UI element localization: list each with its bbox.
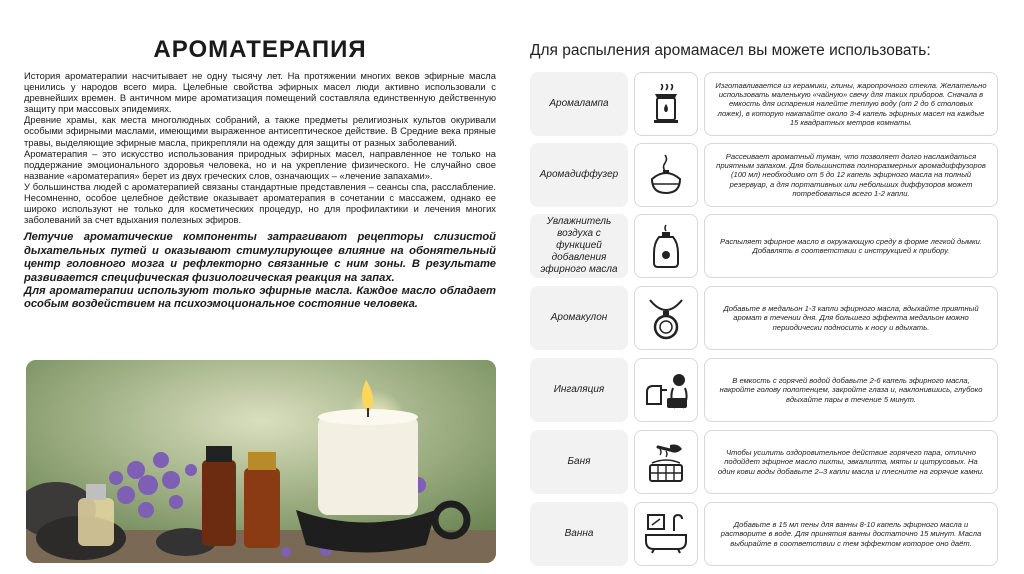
method-name: Аромалампа: [530, 72, 628, 136]
method-description: Рассеивает ароматный туман, что позволяет долго наслаждаться приятным запахом. Для большинства полноразмерных аромадиффузоров (100 мл) необходимо от 5 до 12 капель эфирного масла на полный резервуар, а для портативных или небольших диффузоров может потребоваться всего 1-2 капли.: [704, 143, 998, 207]
paragraph: Древние храмы, как места многолюдных собраний, а также предметы религиозных культов окуривали особыми эфирными маслами, имеющими выраженное антисептическое действие. В Средние века пряные травы, выделяющие эфирные масла, прикрепляли на одежду для защиты от разных заболеваний.: [24, 114, 496, 148]
method-description: Добавьте в медальон 1-3 капли эфирного масла, вдыхайте приятный аромат в течении дня. Для большего эффекта медальон можно периодически подносить к носу и вдыхать.: [704, 286, 998, 350]
emphasis-text: [24, 231, 496, 311]
list-item: [530, 214, 998, 278]
emphasis-paragraph: Для ароматерапии используют только эфирные масла. Каждое масло обладает особым воздействием на психоэмоциональное состояние человека.: [24, 284, 496, 311]
list-item: [530, 286, 998, 350]
method-name: Ингаляция: [530, 358, 628, 422]
paragraph: Ароматерапия – это искусство использования природных эфирных масел, направленное не только на поддержание эмоционального здоровья человека, но и на укрепление физического. Не случайно свое название «ароматерапия» берет из двух греческих слов, означающих – «лечение запахами».: [24, 147, 496, 181]
method-description: Чтобы усилить оздоровительное действие горячего пара, отлично подойдет эфирное масло пихты, эвкалипта, мяты и цитрусовых. На один ковш воды добавьте 2–3 капли масла и плесните на горячие камни.: [704, 430, 998, 494]
page-title: АРОМАТЕРАПИЯ: [153, 36, 367, 63]
aromatherapy-photo: [26, 360, 496, 563]
history-text: [24, 70, 496, 225]
paragraph: История ароматерапии насчитывает не одну тысячу лет. На протяжении многих веков эфирные масла ценились у народов всего мира. Целебные свойства эфирных масел люди активно использовали с древнейших времен. В античном мире ароматизация помещений составляла единственную действенную защиту при массовых эпидемиях.: [24, 70, 496, 115]
inhalation-icon: [634, 358, 698, 422]
emphasis-paragraph: Летучие ароматические компоненты затрагивают рецепторы слизистой дыхательных путей и оказывают стимулирующее влияние на обонятельный центр головного мозга и рефлекторно связанные с ним зоны. В результате развивается специфическая физиологическая реакция на запах.: [24, 231, 496, 284]
method-name: Баня: [530, 430, 628, 494]
method-name: Аромадиффузер: [530, 143, 628, 207]
method-description: Изготавливается из керамики, глины, жаропрочного стекла. Желательно использовать маленькую «чайную» свечу для таких приборов. Сначала в емкость для испарения налейте теплую воду (от 2 до 6 столовых ложек), в которую накапайте около 3-4 капель эфирных масел на каждые 15 квадратных метров комнаты.: [704, 72, 998, 136]
sauna-icon: [634, 430, 698, 494]
method-description: Распыляет эфирное масло в окружающую среду в форме легкой дымки. Добавлять в соответствии с инструкцией к прибору.: [704, 214, 998, 278]
list-item: [530, 430, 998, 494]
left-column: [24, 36, 496, 312]
method-name: Увлажнитель воздуха с функцией добавления эфирного масла: [530, 214, 628, 278]
pendant-icon: [634, 286, 698, 350]
list-item: [530, 72, 998, 136]
method-description: Добавьте в 15 мл пены для ванны 8-10 капель эфирного масла и растворите в воде. Для принятия ванны достаточно 15 минут. Масла выбирайте в соответствии с тем эффектом которое оно даёт.: [704, 502, 998, 566]
bathtub-icon: [634, 502, 698, 566]
list-item: [530, 502, 998, 566]
list-item: [530, 143, 998, 207]
humidifier-icon: [634, 214, 698, 278]
method-name: Аромакулон: [530, 286, 628, 350]
candle-oils-illustration: [26, 360, 496, 563]
method-description: В емкость с горячей водой добавьте 2-6 капель эфирного масла, накройте голову полотенцем, закройте глаза и, наклонившись, глубоко вдыхайте пары в течение 5 минут.: [704, 358, 998, 422]
aroma-lamp-icon: [634, 72, 698, 136]
usage-title: Для распыления аромамасел вы можете использовать:: [530, 42, 931, 59]
list-item: [530, 358, 998, 422]
method-name: Ванна: [530, 502, 628, 566]
diffuser-icon: [634, 143, 698, 207]
paragraph: У большинства людей с ароматерапией связаны стандартные представления – сеансы спа, расслабление. Несомненно, особое целебное действие оказывает ароматерапия в сочетании с массажем, однако ее широко используют не только для косметических процедур, но для профилактики и лечения многих заболеваний за счет вдыхания полезных эфиров.: [24, 180, 496, 226]
